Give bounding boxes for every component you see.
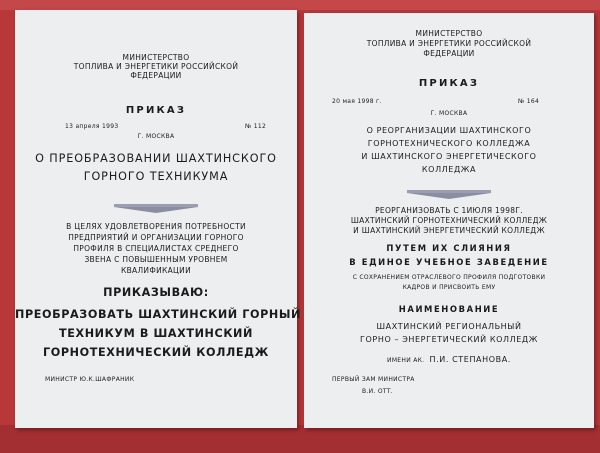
reorg-line: ШАХТИНСКИЙ ГОРНОТЕХНИЧЕСКИЙ КОЛЛЕДЖ xyxy=(350,216,548,225)
decision-line: ГОРНОТЕХНИЧЕСКИЙ КОЛЛЕДЖ xyxy=(43,346,269,359)
merge-line: ПУТЕМ ИХ СЛИЯНИЯ xyxy=(386,243,512,253)
order-number: № 112 xyxy=(245,123,267,130)
reason-line: В ЦЕЛЯХ УДОВЛЕТВОРЕНИЯ ПОТРЕБНОСТИ xyxy=(66,222,246,231)
name-label: НАИМЕНОВАНИЕ xyxy=(398,304,500,314)
decision-line: ТЕХНИКУМ В ШАХТИНСКИЙ xyxy=(59,327,253,340)
ministry-line: МИНИСТЕРСТВО xyxy=(415,29,483,38)
named-after-prefix: ИМЕНИ АК. xyxy=(387,357,425,364)
reason-line: ЗВЕНА С ПОВЫШЕННЫМ УРОВНЕМ xyxy=(84,255,228,264)
order-city: Г. МОСКВА xyxy=(430,110,468,117)
order-subject: ГОРНОГО ТЕХНИКУМА xyxy=(83,170,229,183)
order-subject: И ШАХТИНСКОГО ЭНЕРГЕТИЧЕСКОГО xyxy=(361,152,537,161)
reorg-line: РЕОРГАНИЗОВАТЬ С 1ИЮЛЯ 1998Г. xyxy=(375,206,523,215)
reason-line: КВАЛИФИКАЦИИ xyxy=(120,266,192,275)
named-after xyxy=(304,349,594,365)
ministry-line: МИНИСТЕРСТВО xyxy=(122,53,190,62)
keep-line: КАДРОВ И ПРИСВОИТЬ ЕМУ xyxy=(402,284,496,291)
ministry-line: ФЕДЕРАЦИИ xyxy=(423,49,475,58)
named-after-name: П.И. СТЕПАНОВА. xyxy=(429,355,511,364)
reorg-line: И ШАХТИНСКИЙ ЭНЕРГЕТИЧЕСКИЙ КОЛЛЕДЖ xyxy=(353,226,545,235)
ministry-line: ФЕДЕРАЦИИ xyxy=(130,71,182,80)
new-name-line: ГОРНО – ЭНЕРГЕТИЧЕСКИЙ КОЛЛЕДЖ xyxy=(360,335,538,344)
order-subject: О РЕОРГАНИЗАЦИИ ШАХТИНСКОГО xyxy=(366,126,532,135)
ministry-line: ТОПЛИВА И ЭНЕРГЕТИКИ РОССИЙСКОЙ xyxy=(366,39,532,48)
wall-shadow xyxy=(0,425,600,453)
order-date: 13 апреля 1993 xyxy=(65,123,119,130)
wall-background xyxy=(0,0,600,10)
arrow-divider xyxy=(407,193,491,199)
order-number: № 164 xyxy=(518,98,540,105)
order-title: ПРИКАЗ xyxy=(418,78,480,89)
decision-line: ПРЕОБРАЗОВАТЬ ШАХТИНСКИЙ ГОРНЫЙ xyxy=(15,308,301,321)
order-date: 20 мая 1998 г. xyxy=(332,98,382,105)
order-city: Г. МОСКВА xyxy=(137,133,175,140)
arrow-divider xyxy=(114,207,198,213)
signature-name: В.И. ОТТ. xyxy=(362,388,393,395)
order-word: ПРИКАЗЫВАЮ: xyxy=(103,286,209,299)
reason-line: ПРЕДПРИЯТИЙ И ОРГАНИЗАЦИИ ГОРНОГО xyxy=(68,233,244,242)
order-title: ПРИКАЗ xyxy=(125,105,187,116)
reason-line: ПРОФИЛЯ В СПЕЦИАЛИСТАХ СРЕДНЕГО xyxy=(73,244,239,253)
order-document-1993 xyxy=(15,10,301,428)
order-subject: КОЛЛЕДЖА xyxy=(421,165,477,174)
order-subject: ГОРНОТЕХНИЧЕСКОГО КОЛЛЕДЖА xyxy=(367,139,531,148)
order-document-1998 xyxy=(304,13,594,428)
order-subject: О ПРЕОБРАЗОВАНИИ ШАХТИНСКОГО xyxy=(35,152,277,165)
signature: МИНИСТР Ю.К.ШАФРАНИК xyxy=(45,376,135,383)
ministry-line: ТОПЛИВА И ЭНЕРГЕТИКИ РОССИЙСКОЙ xyxy=(73,62,239,71)
signature-title: ПЕРВЫЙ ЗАМ МИНИСТРА xyxy=(332,376,415,383)
keep-line: С СОХРАНЕНИЕМ ОТРАСЛЕВОГО ПРОФИЛЯ ПОДГОТОВКИ xyxy=(352,274,546,281)
merge-line: В ЕДИНОЕ УЧЕБНОЕ ЗАВЕДЕНИЕ xyxy=(349,257,549,267)
new-name-line: ШАХТИНСКИЙ РЕГИОНАЛЬНЫЙ xyxy=(376,322,522,331)
